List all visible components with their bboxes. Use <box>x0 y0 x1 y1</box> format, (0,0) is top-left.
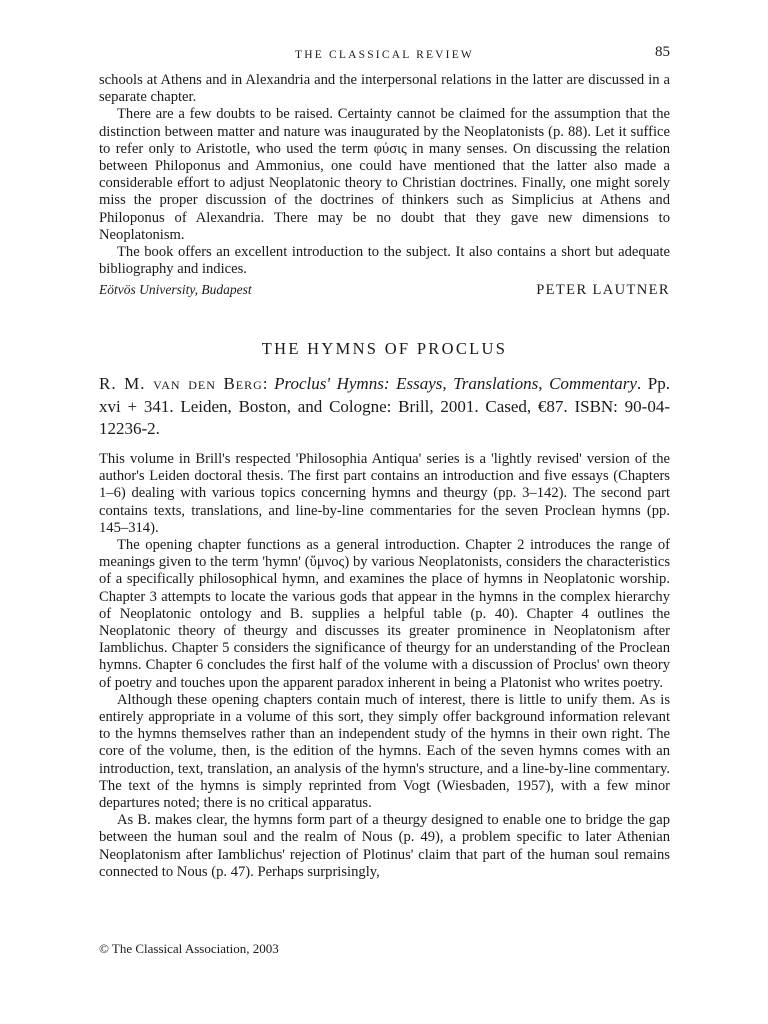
reviewer-signature <box>99 281 670 299</box>
book-author: R. M. van den Berg <box>99 374 263 394</box>
copyright-footer: © The Classical Association, 2003 <box>99 941 279 956</box>
book-title: Proclus' Hymns: Essays, Translations, Commentary <box>274 374 637 394</box>
reviewer-affiliation: Eötvös University, Budapest <box>99 282 252 298</box>
page-body <box>99 72 670 881</box>
review-article <box>99 339 670 881</box>
paragraph: Although these opening chapters contain much of interest, there is little to unify them. As is entirely appropriate in a volume of this sort, they simply offer background information relevant to the hymns themselves rather than an independent study of the hymns in their own right. The core of the volume, then, is the edition of the hymns. Each of the seven hymns comes with an introduction, text, translation, an analysis of the hymn's structure, and a line-by-line commentary. The text of the hymns is simply reprinted from Vogt (Wiesbaden, 1957), with a few minor departures noted; there is no critical apparatus. <box>99 691 670 811</box>
book-citation <box>99 373 670 441</box>
book-details: . Pp. xvi + 341. Leiden, Boston, and Cologne: Brill, 2001. Cased, €87. ISBN: 90-04-12236-2. <box>99 374 670 439</box>
reviewer-name: PETER LAUTNER <box>536 282 670 299</box>
page-header <box>99 44 670 66</box>
page-number: 85 <box>655 44 670 60</box>
running-title: THE CLASSICAL REVIEW <box>294 49 474 61</box>
paragraph: The book offers an excellent introduction to the subject. It also contains a short but adequate bibliography and indices. <box>99 244 670 278</box>
previous-review-ending <box>99 72 670 299</box>
paragraph: This volume in Brill's respected 'Philosophia Antiqua' series is a 'lightly revised' version of the author's Leiden doctoral thesis. The first part contains an introduction and five essays (Chapters 1–6) dealing with various topics concerning hymns and theurgy (pp. 3–142). The second part contains texts, translations, and line-by-line commentaries for the seven Proclean hymns (pp. 145–314). <box>99 450 670 536</box>
citation-colon: : <box>262 374 275 394</box>
review-title: THE HYMNS OF PROCLUS <box>261 339 508 359</box>
paragraph: As B. makes clear, the hymns form part of a theurgy designed to enable one to bridge the gap between the human soul and the realm of Nous (p. 49), a problem specific to later Athenian Neoplatonism after Iamblichus' rejection of Plotinus' claim that part of the human soul remains connected to Nous (p. 47). Perhaps surprisingly, <box>99 812 670 880</box>
paragraph: schools at Athens and in Alexandria and the interpersonal relations in the latter are discussed in a separate chapter. <box>99 72 670 106</box>
paragraph: There are a few doubts to be raised. Certainty cannot be claimed for the assumption that the distinction between matter and nature was inaugurated by the Neoplatonists (p. 88). Let it suffice to refer only to Aristotle, who used the term φύσις in many senses. On discussing the relation between Philoponus and Ammonius, one could have mentioned that the latter also made a considerable effort to adjust Neoplatonic theory to Christian doctrines. Finally, one might sorely miss the proper discussion of the doctrines of thinkers such as Simplicius at Athens and Philoponus of Alexandria. There may be no doubt that they gave new dimensions to Neoplatonism. <box>99 106 670 243</box>
paragraph: The opening chapter functions as a general introduction. Chapter 2 introduces the range of meanings given to the term 'hymn' (ὕμνος) by various Neoplatonists, considers the characteristics of a specifically philosophical hymn, and examines the place of hymns in Neoplatonic worship. Chapter 3 attempts to locate the various gods that appear in the hymns in the complex hierarchy of Neoplatonic ontology and B. supplies a helpful table (p. 40). Chapter 4 outlines the Neoplatonic theory of theurgy and discusses its greater prominence in Neoplatonism after Iamblichus. Chapter 5 considers the significance of theurgy for an understanding of the Proclean hymns. Chapter 6 concludes the first half of the volume with a discussion of Proclus' own theory of poetry and touches upon the apparent paradox inherent in being a Platonist who writes poetry. <box>99 536 670 691</box>
